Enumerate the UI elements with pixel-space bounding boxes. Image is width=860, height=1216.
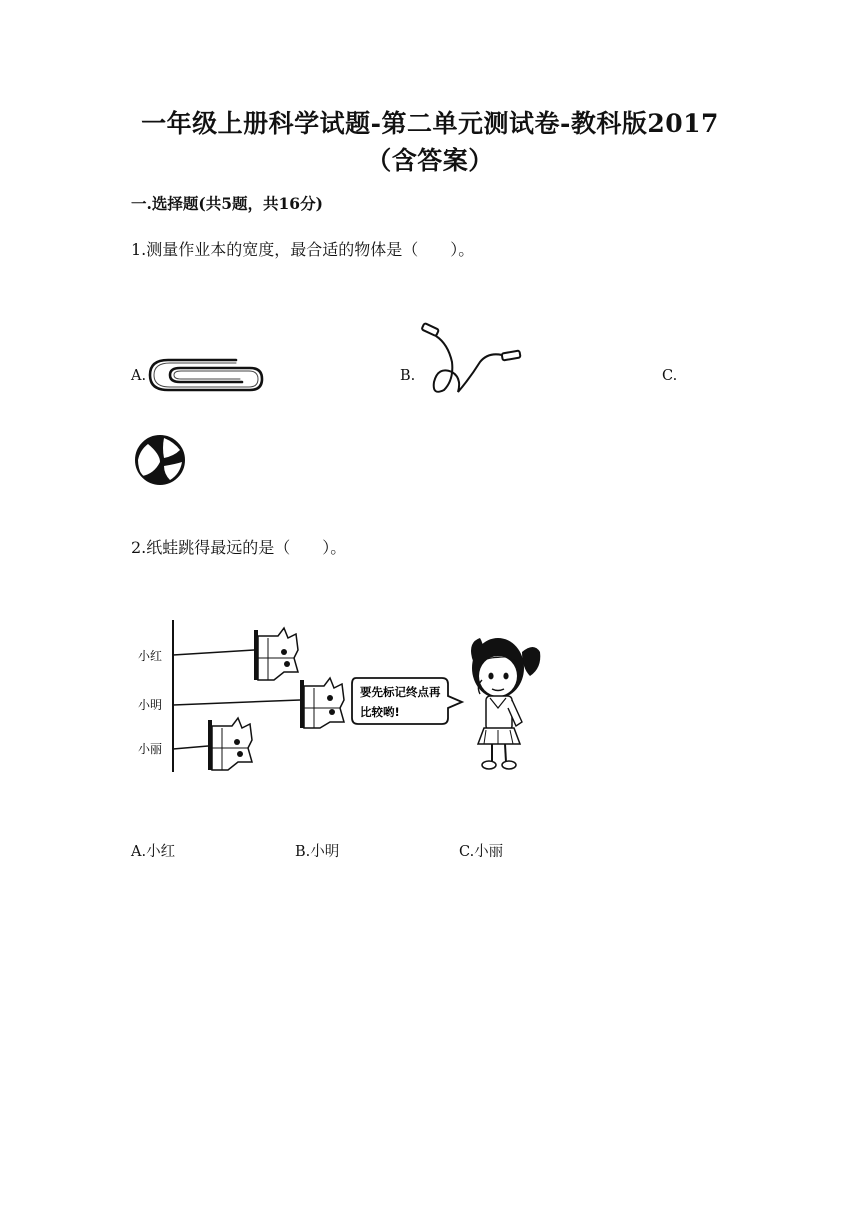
paper-frog-race-figure xyxy=(130,612,560,780)
speech-text-line-2: 比较哟! xyxy=(360,705,400,719)
paper-frog-xiaohong xyxy=(254,628,298,680)
question-2-text: 2.纸蛙跳得最远的是（ ）。 xyxy=(131,538,347,557)
paper-frog-xiaoming xyxy=(300,678,344,728)
girl-character xyxy=(471,638,540,769)
page-title-line-1: 一年级上册科学试题-第二单元测试卷-教科版2017 xyxy=(141,109,719,138)
jump-rope-image xyxy=(418,322,526,398)
speech-bubble xyxy=(352,678,462,724)
name-xiaoming: 小明 xyxy=(138,698,163,712)
q2-option-c: C.小丽 xyxy=(459,844,504,860)
paper-frog-xiaoli xyxy=(208,718,252,770)
name-xiaoli: 小丽 xyxy=(138,742,163,756)
q2-option-b: B.小明 xyxy=(295,844,340,860)
q2-option-a: A.小红 xyxy=(131,844,176,860)
section-heading: 一.选择题(共5题，共16分) xyxy=(131,194,323,213)
question-1-text: 1.测量作业本的宽度，最合适的物体是（ ）。 xyxy=(131,240,475,259)
q1-option-c-label: C. xyxy=(662,368,678,384)
q1-option-a-label: A. xyxy=(131,368,147,384)
q1-option-b-label: B. xyxy=(400,368,416,384)
page-title-line-2: （含答案） xyxy=(366,146,494,175)
speech-text-line-1: 要先标记终点再 xyxy=(360,685,441,699)
volleyball-image xyxy=(134,434,186,486)
name-xiaohong: 小红 xyxy=(138,649,163,663)
paper-clip-image xyxy=(146,354,266,396)
